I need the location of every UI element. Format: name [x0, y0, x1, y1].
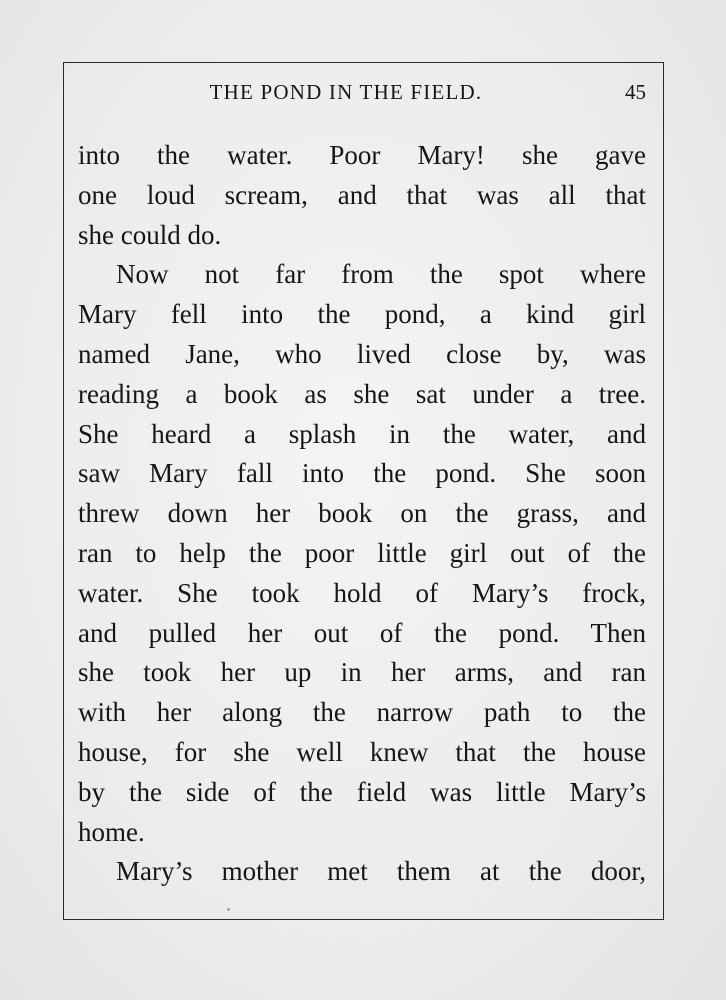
text-line: by the side of the field was little Mary’s	[78, 776, 646, 807]
text-line: ran to help the poor little girl out of the	[78, 537, 646, 568]
chapter-title: THE POND IN THE FIELD.	[209, 80, 483, 104]
body-text	[78, 136, 646, 892]
paragraph-start-line: Now not far from the spot where	[116, 259, 646, 290]
text-line: house, for she well knew that the house	[78, 736, 646, 767]
running-head	[78, 78, 646, 106]
text-line: Mary fell into the pond, a kind girl	[78, 299, 646, 330]
text-line: named Jane, who lived close by, was	[78, 338, 646, 369]
text-line: threw down her book on the grass, and	[78, 498, 646, 529]
text-line: into the water. Poor Mary! she gave	[78, 140, 646, 170]
paper-speck	[227, 908, 230, 911]
text-line: saw Mary fall into the pond. She soon	[78, 458, 646, 489]
text-line: reading a book as she sat under a tree.	[78, 378, 646, 409]
text-line: she took her up in her arms, and ran	[78, 657, 646, 688]
text-line: and pulled her out of the pond. Then	[78, 617, 646, 648]
text-line: with her along the narrow path to the	[78, 697, 646, 728]
text-line: one loud scream, and that was all that	[78, 179, 646, 210]
page-number: 45	[625, 80, 646, 104]
text-line: she could do.	[78, 219, 222, 250]
text-line: home.	[78, 816, 145, 847]
text-line: She heard a splash in the water, and	[78, 418, 646, 449]
paragraph-start-line: Mary’s mother met them at the door,	[116, 856, 646, 887]
text-line: water. She took hold of Mary’s frock,	[78, 577, 646, 608]
